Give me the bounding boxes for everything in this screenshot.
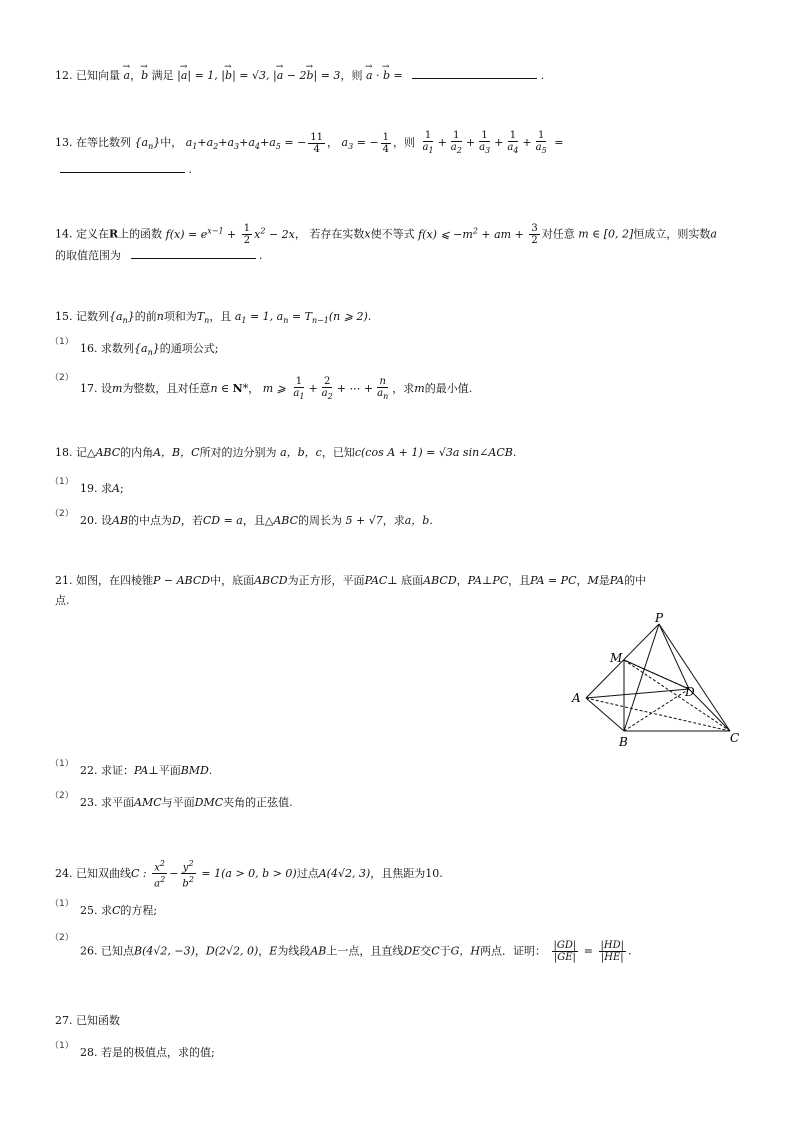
sub-mark-1e: （1） — [50, 1041, 74, 1051]
answer-blank-12[interactable] — [412, 66, 537, 79]
question-28: 28. 若是的极值点，求的值; — [80, 1046, 215, 1059]
question-14-cont: 的取值范围为 . — [55, 246, 263, 265]
sub-mark-2d: （2） — [50, 933, 74, 943]
question-27: 27. 已知函数 — [55, 1014, 120, 1027]
sub-mark-1c: （1） — [50, 759, 74, 769]
label-A: A — [572, 691, 581, 705]
question-25: 25. 求C的方程; — [80, 904, 158, 917]
sub-mark-1d: （1） — [50, 899, 74, 909]
label-B: B — [619, 735, 628, 749]
sub-mark-2b: （2） — [50, 509, 74, 519]
question-21: 21. 如图，在四棱锥P − ABCD中，底面ABCD为正方形，平面PAC⊥ 底面ABCD，PA⊥PC，且PA = PC，M是PA的中 — [55, 574, 647, 587]
question-15: 15. 记数列$\{a_n\}$的前n项和为$T_n$，且 $a_1 = 1$, $a_n = T_{n-1}(n$ ⩾ 2). — [55, 310, 372, 326]
question-16: 16. 求数列$\{a_n\}$的通项公式; — [80, 342, 219, 358]
question-24: 24. 已知双曲线C : $\frac{x^2}{a^2}$ − $\frac{y^2}{b^2}$ = 1(a > 0, b > 0)过点A(4√2, 3)，且焦距为10. — [55, 859, 443, 890]
question-21-cont: 点. — [55, 594, 70, 607]
sub-mark-2: （2） — [50, 373, 74, 383]
label-P: P — [655, 611, 664, 625]
question-13: 13. 在等比数列 $\{a_n\}$中， $a_1+a_2+a_3+a_4+a_5$ = − $\frac{11}{4}$ ， $a_3$ = − $\frac{1}{4}$ ，则 $\frac{1}{a_1}$ + $\frac{1}{a_2}$ + $\frac{1}{a_3}$ + $\frac{1}{a_4}$ + $\frac{1}{a_5}$ = — [55, 130, 564, 155]
answer-line-13: . — [60, 160, 192, 179]
answer-blank-14[interactable] — [131, 246, 256, 259]
sub-mark-2c: （2） — [50, 791, 74, 801]
question-26: 26. 已知点B(4√2, −3)，D(2√2, 0)，E为线段AB上一点，且直线DE交C于G，H两点．证明： $\frac{|GD|}{|GE|}$ = $\frac{|HD|}{|HE|}$ . — [80, 940, 632, 963]
question-18: 18. 记△ABC的内角A，B，C所对的边分别为 a，b，c，已知c(cos A + 1) = √3a sin∠ACB. — [55, 446, 517, 459]
question-14: 14. 定义在R上的函数 $f(x) = e^{x-1}$ + $\frac{1}{2}$ $x^2 - 2x$， 若存在实数x使不等式 f(x) ⩽ $-m^2$ + am + $\frac{3}{2}$ 对任意 m ∈ [0, 2]恒成立，则实数a — [55, 223, 717, 247]
sub-mark-1b: （1） — [50, 477, 74, 487]
question-17: 17. 设m为整数，且对任意n ∈ N*， m ⩾ $\frac{1}{a_1}$ + $\frac{2}{a_2}$ + ⋯ + $\frac{n}{a_n}$ ，求m的最小值. — [80, 376, 473, 401]
question-22: 22. 求证：PA⊥平面BMD. — [80, 764, 213, 777]
question-20: 20. 设AB的中点为D，若CD = a，且△ABC的周长为 5 + √7，求a，b. — [80, 514, 433, 527]
question-19: 19. 求A; — [80, 482, 124, 495]
question-12: 12. 已知向量 → a，→ b 满足 |→ a| = 1, |→ b| = √3, |→ a − 2→ b| = 3，则 → a · → b = . — [55, 66, 544, 85]
label-C: C — [730, 731, 740, 745]
question-23: 23. 求平面AMC与平面DMC夹角的正弦值. — [80, 796, 293, 809]
pyramid-figure — [568, 610, 748, 750]
answer-blank-13[interactable] — [60, 160, 185, 173]
label-D: D — [685, 685, 695, 699]
sub-mark-1: （1） — [50, 337, 74, 347]
label-M: M — [610, 651, 623, 665]
